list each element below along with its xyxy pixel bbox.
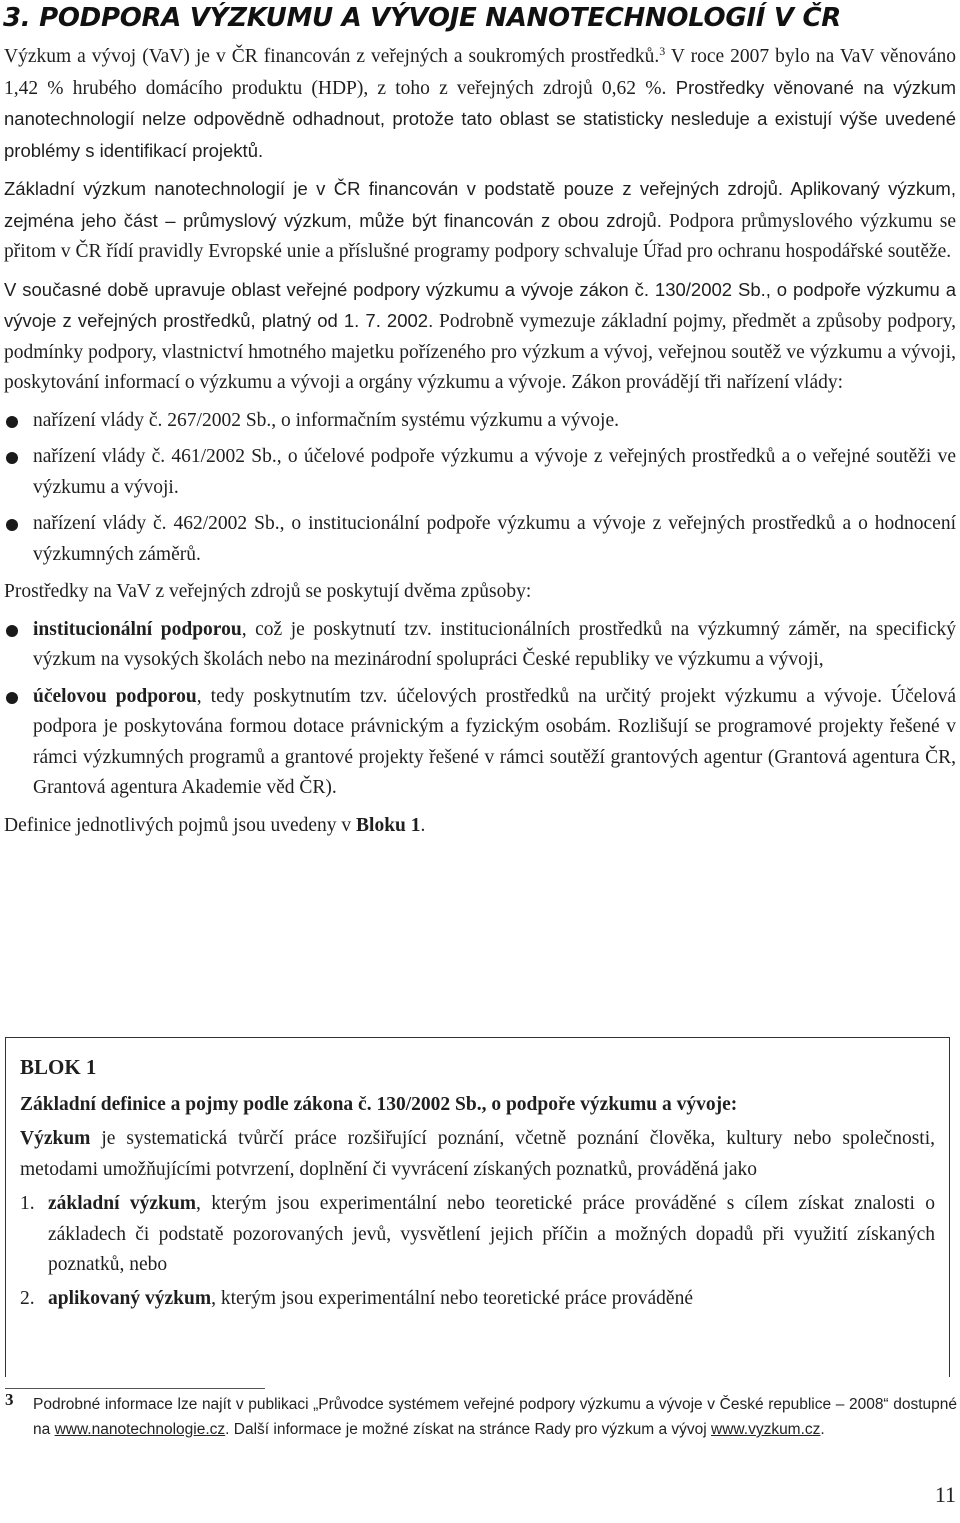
list-item-text: , kterým jsou experimentální nebo teoretické práce prováděné — [211, 1287, 693, 1309]
list-item — [20, 1189, 935, 1281]
list-item — [4, 615, 956, 676]
regulations-list — [4, 406, 956, 571]
text-span: V současné době upravuje oblast veřejné podpory výzkumu a vývoje zákon č. 130/2002 Sb., o podpoře výzkumu a vývoje z veřejných prostředků, platný od 1. 7. 2002. — [4, 278, 956, 331]
term: základní výzkum — [48, 1193, 196, 1214]
bullet-icon — [6, 519, 18, 531]
footnote-mark: 3 — [5, 1390, 14, 1409]
text-span: Výzkum a vývoj (VaV) je v ČR financován z veřejných a soukromých prostředků. — [4, 46, 660, 67]
paragraph-support-intro: Prostředky na VaV z veřejných zdrojů se poskytují dvěma způsoby: — [4, 581, 532, 602]
footnote-text — [33, 1392, 957, 1442]
definition-box — [5, 1037, 950, 1377]
list-item — [4, 682, 956, 804]
text-span: Prostředky věnované na výzkum nanotechnologií nelze odpovědně odhadnout, protože tato oblast se statisticky nesleduje a existují výše uvedené problémy s identifikací projektů. — [4, 76, 956, 161]
term: aplikovaný výzkum — [48, 1287, 212, 1309]
list-number: 1. — [20, 1193, 35, 1214]
list-number: 2. — [20, 1287, 35, 1309]
box-list — [20, 1189, 935, 1314]
list-item-text: , což je poskytnutí tzv. institucionálních prostředků na výzkumný záměr, na specifický výzkum na vysokých školách nebo na mezinárodní spolupráci České republiky ve výzkumu a vývoji, — [33, 618, 956, 670]
text-span: . Další informace je možné získat na stránce Rady pro výzkum a vývoj — [225, 1421, 712, 1438]
paragraph-basic-research — [4, 174, 956, 268]
block-reference: Bloku 1 — [356, 814, 421, 836]
text-span: Základní výzkum nanotechnologií je v ČR financován v podstatě pouze z veřejných zdrojů. Aplikovaný výzkum, zejména jeho část – průmyslový výzkum, může být financován z obou zdrojů. — [4, 178, 956, 231]
list-item — [4, 509, 956, 570]
footnote-divider — [5, 1388, 265, 1389]
text-span: Podrobné informace lze najít v publikaci „Průvodce systémem veřejné podpory výzkumu a vývoje v České republice – 2008“ dostupné na — [33, 1396, 957, 1438]
bullet-icon — [6, 625, 18, 637]
link-vyzkum[interactable]: www.vyzkum.cz — [711, 1421, 821, 1438]
bullet-icon — [6, 452, 18, 464]
text-span: Podpora průmyslového výzkumu se přitom v ČR řídí pravidly Evropské unie a příslušné programy podpory schvaluje Úřad pro ochranu hospodářské soutěže. — [4, 210, 956, 262]
paragraph-law — [4, 275, 956, 399]
link-nanotechnologie[interactable]: www.nanotechnologie.cz — [54, 1421, 226, 1438]
list-item-term: institucionální podporou — [33, 618, 242, 640]
bullet-icon — [6, 692, 18, 704]
text-span: je systematická tvůrčí práce rozšiřující poznání, včetně poznání člověka, kultury nebo společnosti, metodami umožňujícími potvrzení, doplnění či vyvrácení získaných poznatků, prováděná jako — [20, 1128, 935, 1180]
section-heading: 3. PODPORA VÝZKUMU A VÝVOJE NANOTECHNOLOGIÍ V ČR — [3, 3, 841, 33]
list-item — [4, 406, 956, 437]
list-item-text: , kterým jsou experimentální nebo teoretické práce prováděné s cílem získat znalosti o základech či podstatě pozorovaných jevů, vysvětlení jejich příčin a možných dopadů při využití získaných poznatků, nebo — [48, 1193, 936, 1275]
list-item — [4, 442, 956, 503]
text-span: . — [820, 1421, 825, 1438]
list-item-text: nařízení vlády č. 461/2002 Sb., o účelové podpoře výzkumu a vývoje z veřejných prostředků a o veřejné soutěži ve výzkumu a vývoji. — [33, 446, 956, 498]
bullet-icon — [6, 416, 18, 428]
text-span: Podrobně vymezuje základní pojmy, předmět a způsoby podpory, podmínky podpory, vlastnictví hmotného majetku pořízeného pro výzkum a vývoj, veřejnou soutěž ve výzkumu a vývoji, poskytování informací o výzkumu a vývoji a orgány výzkumu a vývoje. Zákon provádějí tři nařízení vlády: — [4, 311, 956, 393]
box-title: BLOK 1 — [20, 1055, 97, 1079]
list-item-text: , tedy poskytnutím tzv. účelových prostředků na určitý projekt výzkumu a vývoje. Účelová podpora je poskytována formou dotace právnickým a fyzickým osobám. Rozlišují se programové projekty řešené v rámci výzkumných programů a grantové projekty řešené v rámci soutěží grantových agentur (Grantová agentura ČR, Grantová agentura Akademie věd ČR). — [33, 685, 956, 798]
text-span: . — [420, 814, 426, 836]
footnote-ref[interactable]: 3 — [659, 44, 666, 58]
list-item-text: nařízení vlády č. 462/2002 Sb., o institucionální podpoře výzkumu a vývoje z veřejných prostředků a o hodnocení výzkumných záměrů. — [33, 513, 956, 565]
box-subtitle: Základní definice a pojmy podle zákona č. 130/2002 Sb., o podpoře výzkumu a vývoje: — [20, 1093, 738, 1115]
list-item-term: účelovou podporou — [33, 685, 197, 707]
box-intro — [20, 1124, 935, 1185]
paragraph-funding — [4, 42, 956, 167]
term: Výzkum — [20, 1128, 91, 1149]
page-number: 11 — [934, 1482, 956, 1507]
support-types-list — [4, 615, 956, 804]
text-span: Definice jednotlivých pojmů jsou uvedeny v — [4, 814, 357, 836]
paragraph-definitions-ref — [4, 811, 956, 842]
list-item-text: nařízení vlády č. 267/2002 Sb., o informačním systému výzkumu a vývoje. — [33, 409, 619, 431]
text-span: V roce 2007 bylo na VaV věnováno 1,42 % hrubého domácího produktu (HDP), z toho z veřejných zdrojů 0,62 %. — [4, 46, 956, 99]
main-text — [4, 42, 956, 848]
list-item — [20, 1284, 935, 1315]
